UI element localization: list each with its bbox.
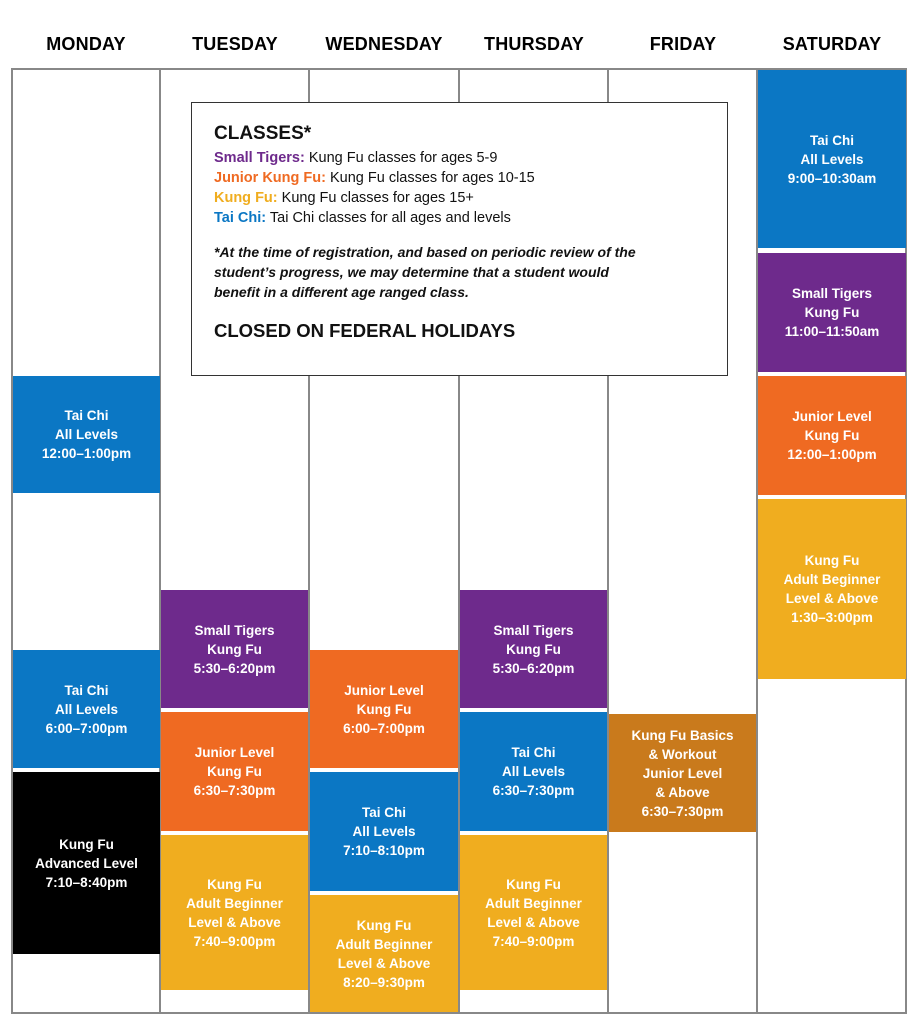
class-level: Advanced Level (35, 855, 138, 871)
closed-holidays-notice: CLOSED ON FEDERAL HOLIDAYS (214, 320, 516, 341)
classes-info-box (191, 102, 728, 376)
note-line: *At the time of registration, and based on periodic review of the (214, 244, 636, 260)
class-time: 6:00–7:00pm (45, 720, 128, 736)
class-level: All Levels (501, 764, 566, 779)
class-time: 1:30–3:00pm (791, 610, 873, 625)
info-class-name: Small Tigers: (214, 150, 305, 166)
class-name: Junior Level (792, 409, 872, 424)
class-level: Kung Fu (356, 701, 412, 717)
class-name: Kung Fu (59, 836, 114, 852)
class-block-tuesday-junior-kung-fu (161, 712, 308, 831)
class-time: 12:00–1:00pm (787, 447, 877, 462)
info-class-desc: Kung Fu classes for ages 15+ (281, 190, 474, 206)
class-block-tuesday-small-tigers (161, 590, 308, 708)
class-level: Junior Level (642, 765, 723, 781)
info-class-small-tigers (214, 148, 707, 168)
class-time: 6:30–7:30pm (641, 803, 724, 819)
class-name: Tai Chi (64, 682, 109, 698)
class-name: Tai Chi (511, 745, 556, 760)
class-name: Small Tigers (194, 622, 275, 638)
class-name: Small Tigers (791, 286, 873, 301)
class-time: 7:10–8:10pm (343, 843, 425, 858)
class-level: Kung Fu (207, 764, 262, 779)
class-level: Adult Beginner (186, 895, 283, 911)
class-name: Junior Level (344, 682, 424, 698)
info-class-name: Kung Fu: (214, 190, 278, 206)
class-level: All Levels (54, 427, 119, 442)
class-time: 7:40–9:00pm (492, 933, 575, 949)
class-time: 5:30–6:20pm (193, 660, 276, 676)
day-header-monday: MONDAY (46, 34, 126, 54)
day-header-saturday: SATURDAY (782, 34, 882, 54)
class-name: Kung Fu (207, 876, 262, 892)
info-class-desc: Kung Fu classes for ages 10-15 (329, 170, 535, 186)
class-name: Tai Chi (361, 805, 406, 820)
info-title: CLASSES* (214, 123, 312, 144)
class-level: Level & Above (487, 914, 580, 930)
class-block-monday-kung-fu-advanced (13, 772, 160, 954)
class-block-monday-tai-chi-evening (13, 650, 160, 768)
info-class-tai-chi (214, 208, 707, 228)
class-name: Tai Chi (64, 408, 109, 423)
class-time: 6:30–7:30pm (492, 783, 575, 798)
class-block-tuesday-kung-fu-adult (161, 835, 308, 990)
class-level: Kung Fu (207, 641, 262, 657)
class-block-thursday-tai-chi (460, 712, 607, 831)
class-level: Kung Fu (804, 428, 860, 443)
class-time: 6:00–7:00pm (343, 720, 425, 736)
class-name: Small Tigers (493, 622, 574, 638)
class-level: Kung Fu (506, 641, 561, 657)
class-block-monday-tai-chi-noon (13, 376, 160, 493)
class-block-wednesday-tai-chi (310, 772, 458, 891)
class-level: Level & Above (188, 914, 281, 930)
note-line: student’s progress, we may determine that a student would (214, 264, 609, 280)
class-level: All Levels (800, 151, 864, 167)
info-class-name: Tai Chi: (214, 210, 267, 226)
class-time: 7:40–9:00pm (193, 933, 276, 949)
class-block-thursday-small-tigers (460, 590, 607, 708)
class-block-saturday-junior-kung-fu (758, 376, 906, 495)
info-class-name: Junior Kung Fu: (214, 170, 326, 186)
class-level: Kung Fu (804, 305, 860, 320)
class-name: & Workout (648, 746, 717, 762)
class-block-saturday-tai-chi (758, 70, 906, 248)
class-name: Kung Fu Basics (631, 727, 734, 743)
class-time: 12:00–1:00pm (41, 446, 132, 461)
class-level: All Levels (54, 701, 119, 717)
day-header-wednesday: WEDNESDAY (325, 34, 443, 54)
registration-note (214, 242, 707, 302)
class-time: 7:10–8:40pm (45, 874, 128, 890)
class-level: Adult Beginner (335, 936, 433, 952)
class-time: 8:20–9:30pm (343, 974, 425, 990)
class-block-wednesday-kung-fu-adult (310, 895, 458, 1012)
day-header-friday: FRIDAY (649, 34, 717, 54)
class-block-saturday-small-tigers (758, 253, 906, 372)
class-level: Adult Beginner (485, 895, 582, 911)
class-time: 11:00–11:50am (784, 324, 880, 339)
class-time: 6:30–7:30pm (193, 783, 276, 798)
info-class-junior-kung-fu (214, 168, 707, 188)
class-time: 9:00–10:30am (787, 170, 877, 186)
info-class-desc: Tai Chi classes for all ages and levels (269, 210, 511, 226)
class-level: Level & Above (337, 955, 431, 971)
class-level: All Levels (352, 824, 416, 839)
class-name: Junior Level (194, 745, 275, 760)
class-block-friday-kung-fu-basics (609, 714, 756, 832)
class-block-wednesday-junior-kung-fu (310, 650, 458, 768)
class-level: & Above (655, 784, 710, 800)
day-header-thursday: THURSDAY (484, 34, 584, 54)
class-block-thursday-kung-fu-adult (460, 835, 607, 990)
class-name: Tai Chi (809, 132, 854, 148)
class-level: Level & Above (785, 591, 879, 606)
class-name: Kung Fu (506, 876, 561, 892)
day-header-tuesday: TUESDAY (192, 34, 278, 54)
info-class-desc: Kung Fu classes for ages 5-9 (308, 150, 498, 166)
class-name: Kung Fu (356, 917, 412, 933)
class-block-saturday-kung-fu-adult (758, 499, 906, 679)
note-line: benefit in a different age ranged class. (214, 284, 469, 300)
class-name: Kung Fu (804, 553, 860, 568)
class-time: 5:30–6:20pm (492, 660, 575, 676)
info-class-kung-fu (214, 188, 707, 208)
class-level: Adult Beginner (783, 572, 881, 587)
